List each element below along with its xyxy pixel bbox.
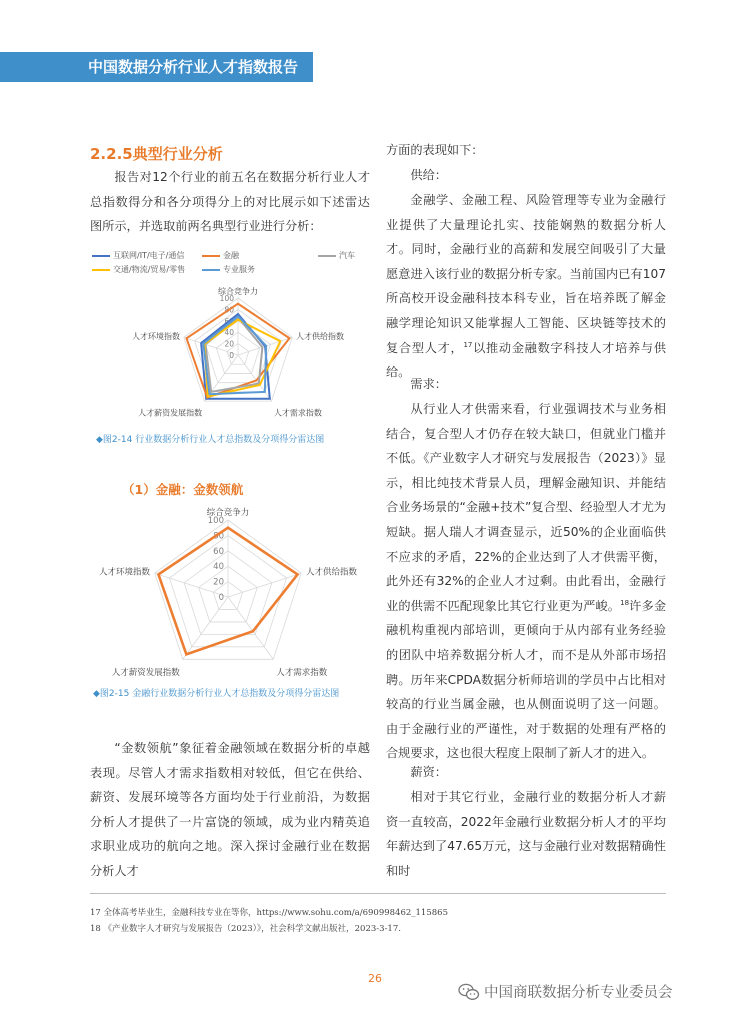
supply-label: 供给： (410, 168, 447, 182)
radar-tick-label: 60 (224, 316, 234, 326)
radar-axis-label: 人才环境指数 (98, 567, 151, 578)
footnote-ref-17: 17 (463, 340, 473, 349)
legend-item: 汽车 (318, 250, 355, 261)
radar-tick-label: 80 (224, 305, 234, 315)
radar-tick-label: 0 (229, 351, 234, 360)
legend-item: 金融 (202, 250, 239, 261)
radar-chart-industries (130, 280, 370, 420)
wechat-icon (458, 983, 480, 1001)
section-title: 2.2.5典型行业分析 (90, 145, 223, 163)
radar-tick-label: 40 (213, 562, 224, 573)
finance-subheading: （1）金融：金数领航 (122, 482, 244, 497)
demand-label: 需求： (410, 377, 447, 391)
radar-axis-label: 综合竞争力 (206, 508, 250, 518)
legend-swatch-internet (92, 255, 110, 257)
footnote-17: 17 全体高考毕业生，金融科技专业在等你，https://www.sohu.com/a/690998462_115865 (90, 908, 448, 918)
radar-tick-label: 80 (213, 531, 224, 542)
legend-swatch-finance (202, 255, 220, 257)
figure2-caption: ◆图2-15 金融行业数据分析行业人才总指数及分项得分雷达图 (93, 689, 340, 699)
legend-swatch-professional (202, 269, 220, 271)
radar-axis-label: 综合竞争力 (218, 287, 258, 296)
radar-axis-label: 人才需求指数 (276, 667, 328, 678)
radar-chart-finance (90, 498, 380, 678)
radar-tick-label: 40 (224, 328, 234, 338)
radar-tick-label: 60 (213, 546, 224, 557)
watermark (458, 981, 673, 1002)
salary-paragraph: 相对于其它行业，金融行业的数据分析人才薪资一直较高，2022年金融行业数据分析人才的平均年薪达到了47.65万元，这与金融行业对数据精确性和时 (386, 790, 666, 878)
radar-spoke (228, 597, 273, 659)
legend-swatch-auto (318, 255, 336, 257)
footnote-ref-18: 18 (620, 598, 630, 607)
radar-tick-label: 20 (224, 339, 234, 349)
radar-axis-label: 人才供给指数 (305, 567, 358, 578)
radar-tick-label: 100 (207, 516, 224, 526)
legend-swatch-logistics (92, 269, 110, 271)
radar-axis-label: 人才薪资发展指数 (111, 667, 180, 678)
salary-label: 薪资： (410, 765, 447, 779)
finance-intro-paragraph: “金数领航”象征着金融领域在数据分析的卓越表现。尽管人才需求指数相对较低，但它在供给、薪资、发展环境等各方面均处于行业前沿，为数据分析人才提供了一片富饶的领域，成为业内精英追求职业成功的航向之地。深入探讨金融行业在数据分析人才 (90, 741, 370, 878)
watermark-text: 中国商联数据分析专业委员会 (484, 985, 673, 1001)
page-number: 26 (368, 972, 382, 985)
radar-spoke (183, 597, 228, 659)
intro-paragraph: 报告对12个行业的前五名在数据分析行业人才总指数得分和各分项得分上的对比展示如下述雷达图所示，并选取前两名典型行业进行分析： (90, 170, 370, 234)
legend-item: 专业服务 (202, 264, 255, 275)
radar-axis-label: 人才薪资发展指数 (138, 408, 203, 418)
radar-tick-label: 0 (218, 593, 224, 603)
radar-tick-label: 100 (219, 294, 234, 303)
demand-paragraph: 从行业人才供需来看，行业强调技术与业务相结合，复合型人才仍存在较大缺口，但就业门槛并不低。《产业数字人才研究与发展报告（2023）》显示，相比纯技术背景人员，理解金融知识、并能结合业务场景的“金融+技术”复合型、经验型人才尤为短缺。据人瑞人才调查显示，近50%的企业面临供不应求的矛盾，22%的企业达到了人才供需平衡，此外还有32%的企业人才过剩。由此看出，金融行业的供需不匹配现象比其它行业更为严峻。$^{18}$许多金融机构重视内部培训，更倾向于从内部有业务经验的团队中培养数据分析人才，而不是从外部市场招聘。历年来CPDA数据分析师培训的学员中占比相对较高的行业当属金融，也从侧面说明了这一问题。由于金融行业的严谨性，对于数据的处理有严格的合规要求，这也很大程度上限制了新人才的进入。 (386, 402, 667, 761)
supply-paragraph: 金融学、金融工程、风险管理等专业为金融行业提供了大量理论扎实、技能娴熟的数据分析人才。同时，金融行业的高薪和发展空间吸引了大量愿意进入该行业的数据分析专家。当前国内已有107所高校开设金融科技本科专业，旨在培养既了解金融学理论知识又能掌握人工智能、区块链等技术的复合型人才，$^{17}$以推动金融数字科技人才培养与供给。 (386, 193, 667, 380)
figure1-caption: ◆图2-14 行业数据分析行业人才总指数及分项得分雷达图 (96, 435, 325, 445)
radar-axis-label: 人才需求指数 (273, 408, 322, 418)
legend-item: 交通/物流/贸易/零售 (92, 264, 185, 275)
footnote-18: 18 《产业数字人才研究与发展报告（2023）》，社会科学文献出版社，2023-3-17. (90, 924, 401, 934)
report-title: 中国数据分析行业人才指数报告 (88, 58, 299, 76)
radar-tick-label: 20 (213, 577, 224, 588)
right-lead-text: 方面的表现如下： (386, 143, 484, 157)
radar-axis-label: 人才供给指数 (296, 332, 345, 342)
footnote-divider (90, 893, 666, 894)
radar-axis-label: 人才环境指数 (131, 332, 180, 342)
legend-item: 互联网/IT/电子/通信 (92, 250, 184, 261)
